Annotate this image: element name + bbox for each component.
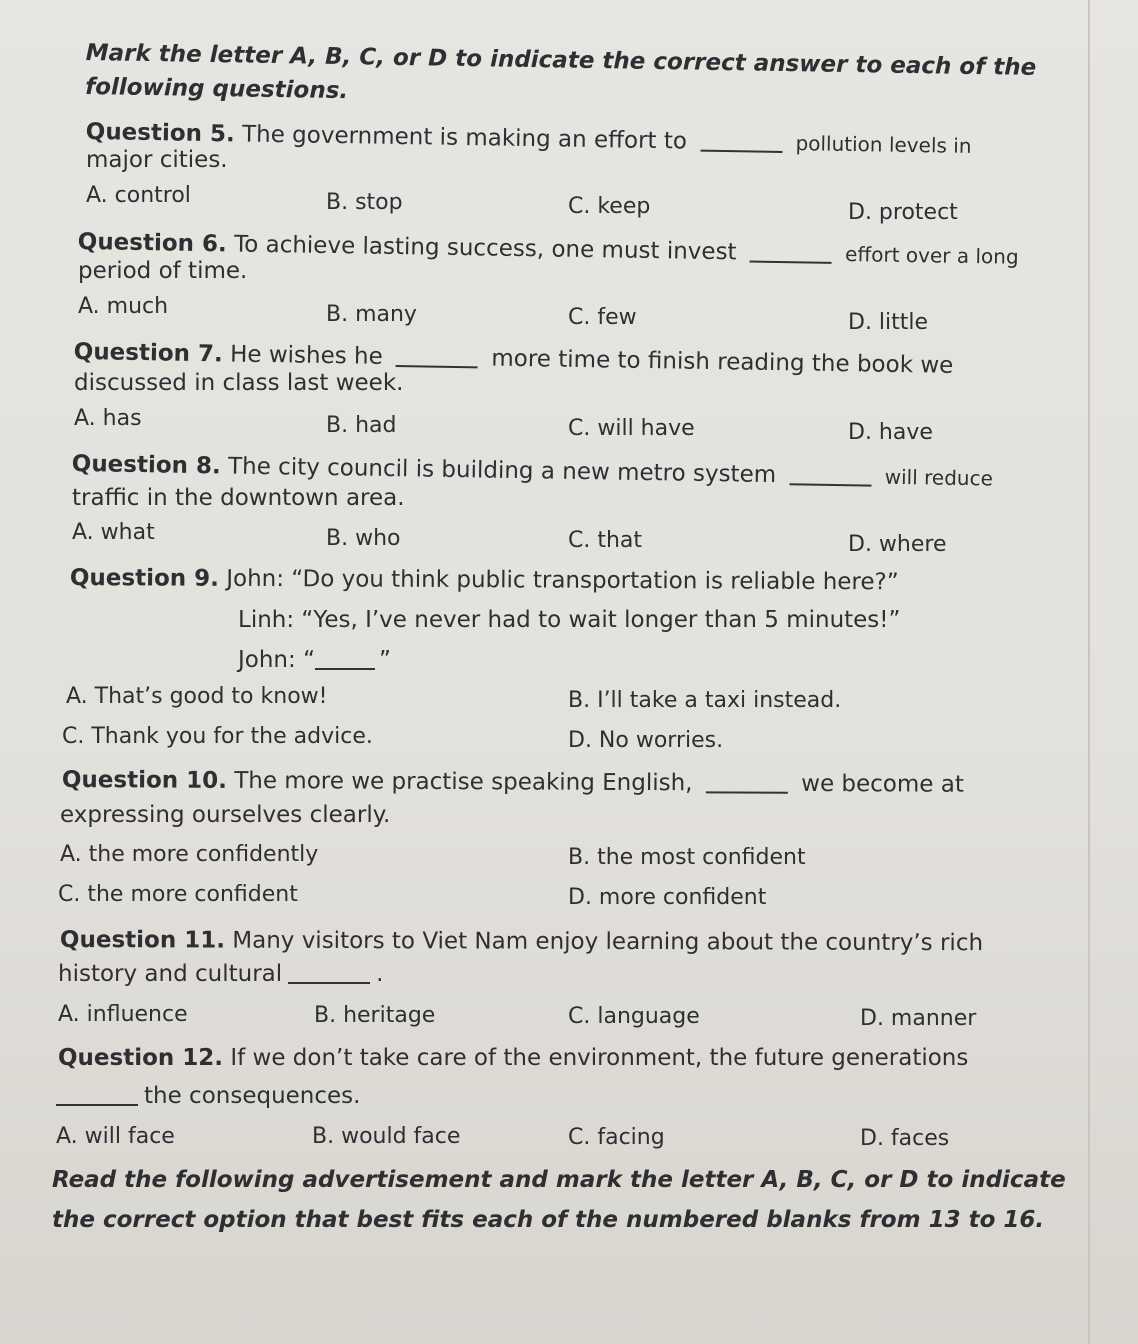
option-b[interactable]: B. stop: [326, 190, 403, 215]
option-a[interactable]: A. That’s good to know!: [66, 684, 328, 709]
option-a[interactable]: A. control: [86, 183, 191, 208]
option-b[interactable]: B. had: [326, 413, 397, 438]
instructions-line-1: Mark the letter A, B, C, or D to indicate the correct answer to each of the: [85, 39, 1037, 81]
option-d[interactable]: D. more confident: [568, 885, 767, 910]
question-text: we become at: [801, 770, 964, 798]
option-a[interactable]: A. the more confidently: [60, 842, 319, 867]
option-a[interactable]: A. what: [72, 520, 155, 545]
option-d[interactable]: D. where: [848, 532, 947, 557]
option-d[interactable]: D. have: [848, 420, 933, 445]
question-text: effort over a long: [844, 242, 1019, 269]
question-text: more time to finish reading the book we: [491, 345, 954, 379]
option-c[interactable]: C. that: [568, 528, 643, 553]
option-b[interactable]: B. would face: [312, 1124, 461, 1149]
closing-quote: ”: [379, 647, 391, 673]
question-9-stem: [70, 562, 899, 598]
option-d[interactable]: D. little: [848, 310, 929, 335]
question-text: history and cultural: [58, 961, 283, 987]
instructions: [85, 36, 1046, 119]
question-text: Many visitors to Viet Nam enjoy learning about the country’s rich: [232, 927, 984, 957]
question-number: Question 7.: [73, 338, 223, 368]
question-text: .: [376, 961, 384, 987]
question-text: pollution levels in: [795, 131, 972, 158]
question-10-stem: [62, 764, 964, 801]
question-number: Question 9.: [69, 564, 220, 592]
question-text: major cities.: [86, 147, 228, 173]
question-number: Question 6.: [77, 228, 227, 258]
answer-blank: [706, 791, 788, 793]
option-a[interactable]: A. will face: [56, 1124, 175, 1149]
option-b[interactable]: B. who: [326, 526, 401, 551]
reading-instructions: [52, 1160, 1102, 1240]
question-number: Question 5.: [85, 118, 235, 148]
question-number: Question 11.: [59, 927, 226, 954]
option-c[interactable]: C. language: [568, 1004, 700, 1029]
option-c[interactable]: C. facing: [568, 1125, 665, 1150]
question-text: The more we practise speaking English,: [234, 767, 693, 797]
question-text: will reduce: [884, 464, 994, 491]
dialogue-line-1: John: “Do you think public transportation is reliable here?”: [226, 565, 899, 596]
answer-blank: [750, 261, 832, 264]
question-text: The city council is building a new metro system: [227, 453, 777, 489]
answer-blank: [288, 982, 370, 984]
dialogue-line-3: [238, 644, 391, 676]
option-b[interactable]: B. the most confident: [568, 845, 806, 870]
question-number: Question 12.: [58, 1045, 224, 1071]
option-d[interactable]: D. No worries.: [568, 728, 724, 753]
answer-blank: [789, 483, 871, 486]
question-text: If we don’t take care of the environment, the future generations: [230, 1045, 969, 1071]
option-c[interactable]: C. will have: [568, 416, 695, 441]
question-number: Question 8.: [71, 450, 221, 480]
question-text: The government is making an effort to: [241, 121, 688, 155]
question-text: expressing ourselves clearly.: [60, 802, 391, 828]
question-text: discussed in class last week.: [74, 370, 404, 396]
question-11-line-2: [58, 958, 383, 990]
question-text: period of time.: [78, 258, 248, 284]
answer-blank: [396, 365, 478, 368]
question-text: He wishes he: [229, 341, 383, 370]
speaker-label: John: “: [238, 647, 315, 673]
option-a[interactable]: A. influence: [58, 1002, 188, 1027]
instructions-line-2: following questions.: [84, 73, 349, 105]
option-c[interactable]: C. Thank you for the advice.: [62, 724, 373, 749]
option-d[interactable]: D. manner: [860, 1006, 977, 1031]
option-c[interactable]: C. few: [568, 305, 637, 330]
question-text: the consequences.: [144, 1083, 361, 1109]
answer-blank: [700, 150, 782, 153]
option-a[interactable]: A. much: [78, 294, 169, 319]
page-edge: [1088, 0, 1090, 1344]
question-text: traffic in the downtown area.: [72, 485, 405, 511]
question-11-stem: [60, 924, 983, 959]
question-12-line-2: [56, 1080, 360, 1112]
reading-instructions-line-2: the correct option that best fits each of the numbered blanks from 13 to 16.: [52, 1207, 1045, 1233]
option-b[interactable]: B. I’ll take a taxi instead.: [568, 688, 842, 713]
option-b[interactable]: B. heritage: [314, 1003, 436, 1028]
question-number: Question 10.: [61, 766, 228, 794]
dialogue-line-2: Linh: “Yes, I’ve never had to wait longer than 5 minutes!”: [238, 607, 901, 633]
answer-blank: [56, 1104, 138, 1106]
reading-instructions-line-1: Read the following advertisement and mark the letter A, B, C, or D to indicate: [52, 1167, 1066, 1193]
question-12-stem: [58, 1042, 968, 1074]
option-b[interactable]: B. many: [326, 302, 417, 327]
option-c[interactable]: C. keep: [568, 194, 651, 219]
question-text: To achieve lasting success, one must invest: [233, 231, 737, 266]
option-c[interactable]: C. the more confident: [58, 882, 298, 907]
option-d[interactable]: D. protect: [848, 200, 958, 225]
option-a[interactable]: A. has: [74, 406, 142, 431]
answer-blank: [315, 668, 375, 670]
option-d[interactable]: D. faces: [860, 1126, 950, 1151]
